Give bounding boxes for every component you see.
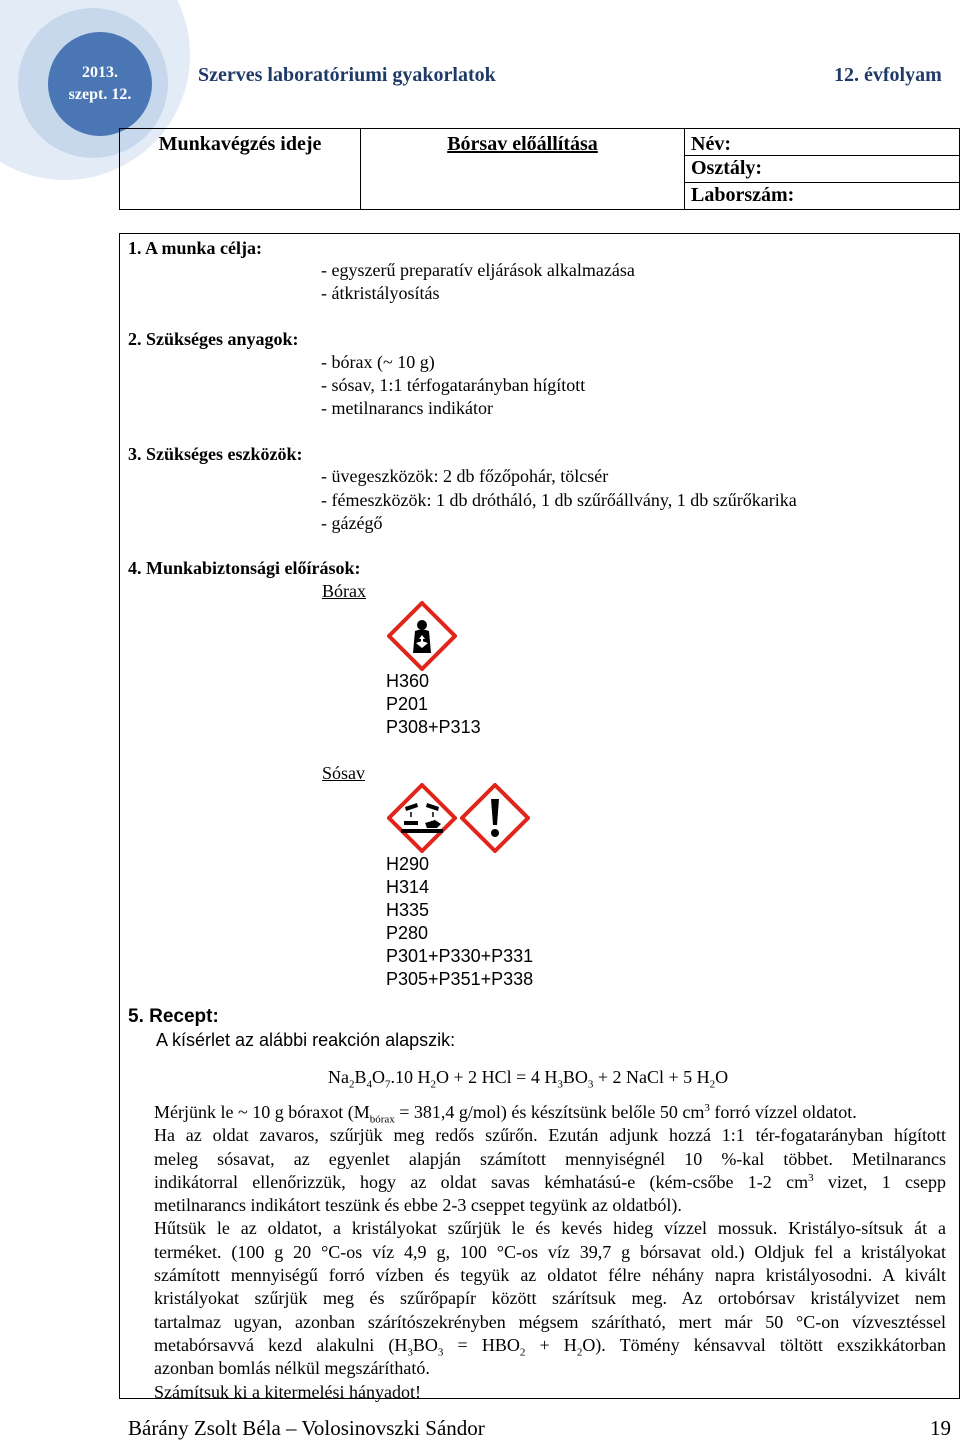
- procedure-text: [154, 1101, 946, 1404]
- procedure-line: azonban bomlás nélkül megszárítható.: [154, 1358, 430, 1379]
- lab-number-field[interactable]: Laborszám:: [691, 184, 795, 206]
- experiment-title: Bórsav előállítása: [447, 133, 598, 155]
- borax-code: P308+P313: [386, 717, 481, 737]
- hcl-code: H314: [386, 877, 430, 897]
- work-time-label: Munkavégzés ideje: [158, 133, 322, 155]
- safety-heading: 4. Munkabiztonsági előírások:: [128, 558, 361, 578]
- health-hazard-icon: [387, 601, 457, 671]
- hcl-code: P305+P351+P338: [386, 969, 534, 989]
- materials-item: - sósav, 1:1 térfogatarányban hígított: [321, 375, 586, 395]
- procedure-line: Számítsuk ki a kitermelési hányadot!: [154, 1381, 421, 1402]
- tools-item: - üvegeszközök: 2 db főzőpohár, tölcsér: [321, 466, 609, 486]
- materials-item: - metilnarancs indikátor: [321, 398, 493, 418]
- exclamation-icon: [460, 783, 530, 853]
- goal-item: - átkristályosítás: [321, 283, 440, 303]
- hcl-code: H290: [386, 854, 430, 874]
- footer-authors: Bárány Zsolt Béla – Volosinovszki Sándor: [128, 1416, 485, 1440]
- goal-item: - egyszerű preparatív eljárások alkalmazása: [321, 260, 635, 280]
- borax-label: Bórax: [322, 581, 366, 601]
- procedure-line: metilnarancs indikátort teszünk és ebbe 2-3 cseppet tegyünk az oldatból).: [154, 1195, 682, 1216]
- borax-code: P201: [386, 694, 429, 714]
- tools-item: - fémeszközök: 1 db drótháló, 1 db szűrőállvány, 1 db szűrőkarika: [321, 490, 797, 510]
- materials-heading: 2. Szükséges anyagok:: [128, 329, 299, 349]
- recipe-heading: 5. Recept:: [128, 1006, 219, 1027]
- procedure-line: számított mennyiségű forró vízben és tegyük az oldatot félre néhány napra kristályosodni. A kivált: [154, 1265, 946, 1286]
- date-badge: [48, 32, 152, 136]
- course-title: Szerves laboratóriumi gyakorlatok: [198, 64, 496, 86]
- procedure-line: kristályokat szűrjük meg és szűrőpapír között szárítsuk meg. Az ortobórsav kristályvizet nem: [154, 1288, 946, 1309]
- hcl-code: P301+P330+P331: [386, 946, 534, 966]
- tools-heading: 3. Szükséges eszközök:: [128, 444, 303, 464]
- procedure-line: Hűtsük le az oldatot, a kristályokat szűrjük le és kevés hideg vízzel mossuk. Kristályo-sítsuk át a: [154, 1218, 946, 1239]
- procedure-line: terméket. (100 g 20 °C-os víz 4,9 g, 100 °C-os víz 39,7 g bórsavat old.) Oldjuk fel a kristályokat: [154, 1241, 946, 1262]
- info-table: [119, 128, 960, 210]
- name-field[interactable]: Név:: [685, 129, 959, 156]
- procedure-line: Mérjünk le ~ 10 g bóraxot ($M_{bórax} = 381,4$ g/mol) és készítsünk belőle 50 $cm^3$ forró vízzel oldatot.: [154, 1102, 857, 1126]
- procedure-line: indikátorral ellenőrizzük, hogy az oldat savas kémhatású-e (kém-csőbe 1-2 $cm^3$ vizet, 1 csepp: [154, 1171, 946, 1192]
- procedure-line: meleg sósavat, az egyenlet alapján számított mennyiségnél 10 %-kal többet. Metilnarancs: [154, 1148, 946, 1169]
- borax-code: H360: [386, 671, 430, 691]
- grade-label: 12. évfolyam: [834, 64, 942, 86]
- goal-heading: 1. A munka célja:: [128, 238, 263, 258]
- reaction-equation: $Na_2B_4O_7.10$ $H_2O + 2$ HCl = 4 $H_3BO_3 + 2$ NaCl + 5 $H_2O$: [328, 1067, 729, 1091]
- procedure-line: Ha az oldat zavaros, szűrjük meg redős szűrőn. Ezután adjunk hozzá 1:1 tér-fogatarányban hígított: [154, 1125, 946, 1146]
- materials-item: - bórax (~ 10 g): [321, 352, 435, 372]
- tools-item: - gázégő: [321, 513, 383, 533]
- page-number: 19: [930, 1416, 951, 1440]
- date-line1: 2013.: [82, 64, 118, 81]
- date-line2: szept. 12.: [68, 86, 132, 103]
- hcl-code: P280: [386, 923, 429, 943]
- corrosion-icon: [387, 783, 457, 853]
- procedure-line: metabórsavvá kezd alakulni $(H_3BO_3 = HBO_2 + H_2O)$. Tömény kénsavval töltött exszikkátorban: [154, 1334, 947, 1359]
- procedure-line: tartalmaz ugyan, azonban szárítószekrényben mégsem szárítható, mert már 50 °C-on vízvesztéssel: [154, 1311, 946, 1332]
- hcl-code: H335: [386, 900, 430, 920]
- recipe-intro: A kísérlet az alábbi reakción alapszik:: [156, 1030, 456, 1050]
- hcl-label: Sósav: [322, 763, 366, 783]
- class-field[interactable]: Osztály:: [685, 156, 959, 183]
